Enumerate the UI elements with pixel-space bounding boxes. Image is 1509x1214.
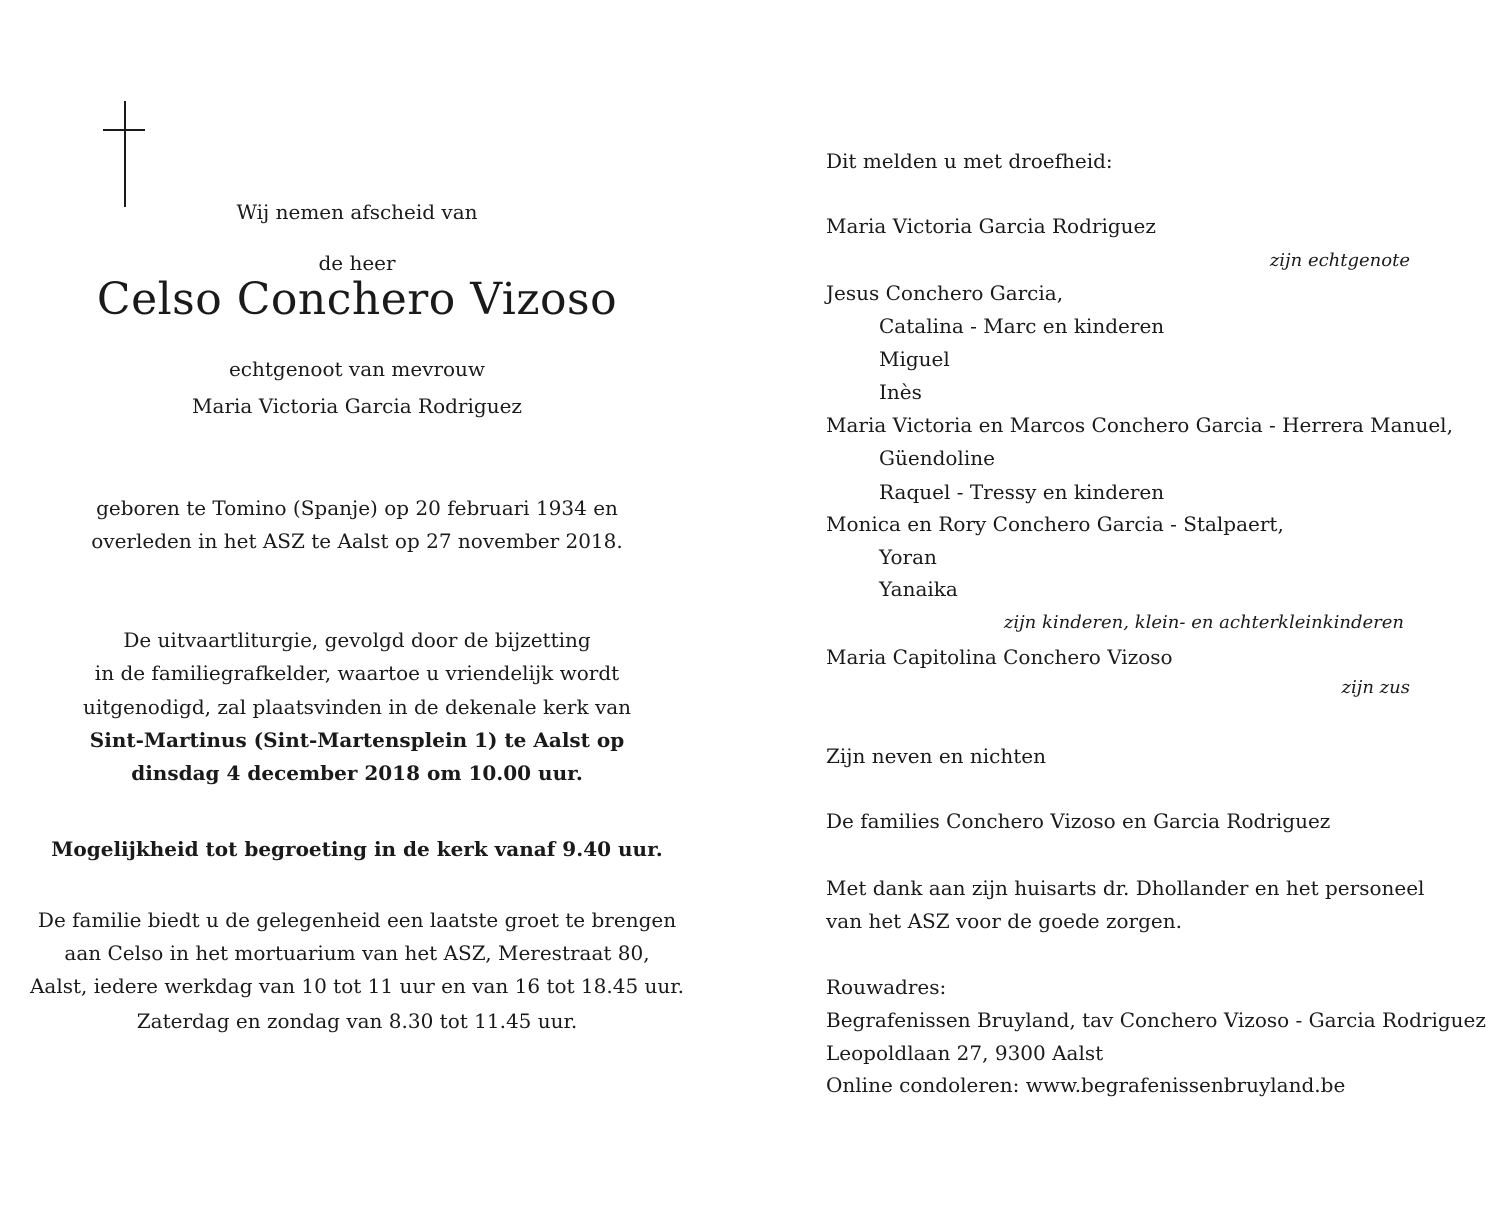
liturgy-line: uitgenodigd, zal plaatsvinden in de dekenale kerk van [82,695,632,719]
address-line: Leopoldlaan 27, 9300 Aalst [826,1041,1104,1065]
liturgy-line: De uitvaartliturgie, gevolgd door de bijzetting [123,628,591,652]
greeting-text: Mogelijkheid tot begroeting in de kerk vanaf 9.40 uur. [51,837,663,861]
visit-line: Zaterdag en zondag van 8.30 tot 11.45 uur. [136,1009,578,1033]
visit-line: Aalst, iedere werkdag van 10 tot 11 uur en van 16 tot 18.45 uur. [29,974,685,998]
child-entry: Maria Victoria en Marcos Conchero Garcia - Herrera Manuel, [826,413,1453,437]
deceased-name: Celso Conchero Vizoso [96,274,618,325]
grandchild-entry: Catalina - Marc en kinderen [879,314,1165,338]
address-label: Rouwadres: [826,975,947,999]
grandchild-entry: Miguel [879,347,950,371]
grandchild-entry: Yoran [879,545,937,569]
liturgy-location: Sint-Martinus (Sint-Martensplein 1) te Aalst op [89,728,625,752]
intro-text: Wij nemen afscheid van [236,200,478,224]
sister-role: zijn zus [1341,677,1410,698]
visit-line: aan Celso in het mortuarium van het ASZ, Merestraat 80, [64,941,650,965]
condolence-link[interactable]: Online condoleren: www.begrafenissenbruyland.be [826,1073,1346,1097]
spouse-entry: Maria Victoria Garcia Rodriguez [826,214,1156,238]
spouse-name: Maria Victoria Garcia Rodriguez [192,394,522,418]
visit-line: De familie biedt u de gelegenheid een laatste groet te brengen [37,908,677,932]
liturgy-date: dinsdag 4 december 2018 om 10.00 uur. [131,761,583,785]
families-text: De families Conchero Vizoso en Garcia Rodriguez [826,809,1331,833]
grandchild-entry: Inès [879,380,922,404]
grandchild-entry: Yanaika [879,577,958,601]
spouse-intro: echtgenoot van mevrouw [228,357,486,381]
death-text: overleden in het ASZ te Aalst op 27 november 2018. [91,529,623,553]
title-prefix: de heer [318,251,396,275]
cousins-text: Zijn neven en nichten [826,744,1047,768]
thanks-line: van het ASZ voor de goede zorgen. [826,909,1182,933]
child-entry: Jesus Conchero Garcia, [826,281,1064,305]
birth-text: geboren te Tomino (Spanje) op 20 februari 1934 en [96,496,618,520]
spouse-role: zijn echtgenote [1269,250,1410,271]
children-role: zijn kinderen, klein- en achterkleinkinderen [1003,612,1404,633]
announce-text: Dit melden u met droefheid: [826,149,1113,173]
address-line: Begrafenissen Bruyland, tav Conchero Vizoso - Garcia Rodriguez [826,1008,1486,1032]
thanks-line: Met dank aan zijn huisarts dr. Dhollander en het personeel [826,876,1425,900]
child-entry: Monica en Rory Conchero Garcia - Stalpaert, [826,512,1284,536]
grandchild-entry: Güendoline [879,446,995,470]
grandchild-entry: Raquel - Tressy en kinderen [879,480,1165,504]
sister-entry: Maria Capitolina Conchero Vizoso [826,645,1173,669]
liturgy-line: in de familiegrafkelder, waartoe u vriendelijk wordt [94,661,620,685]
